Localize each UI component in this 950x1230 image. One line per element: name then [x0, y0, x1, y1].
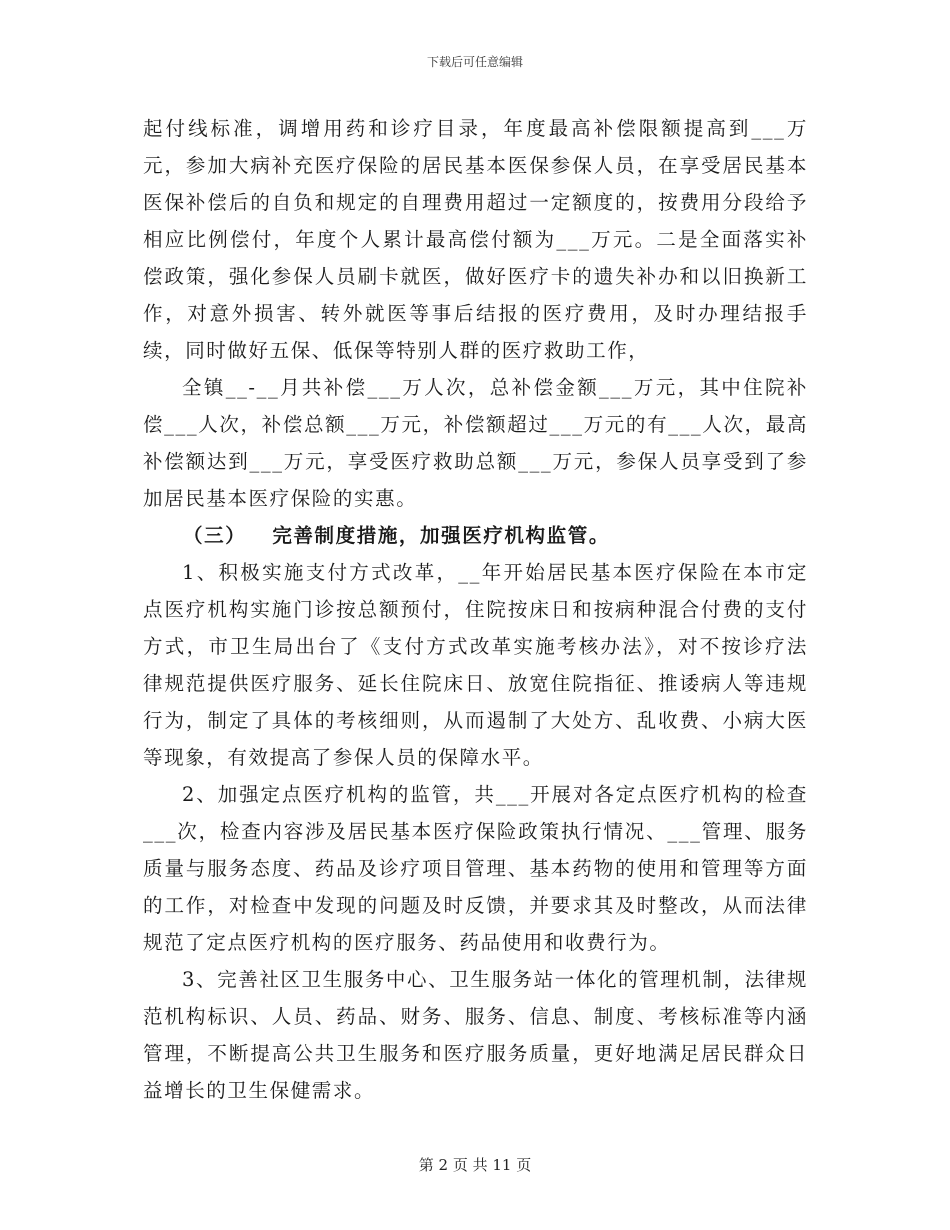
section-heading — [143, 517, 808, 554]
paragraph-5: 3、完善社区卫生服务中心、卫生服务站一体化的管理机制，法律规范机构标识、人员、药品、财务、服务、信息、制度、考核标准等内涵管理，不断提高公共卫生服务和医疗服务质量，更好地满足居民群众日益增长的卫生保健需求。 — [143, 968, 808, 1102]
paragraph-2: 全镇__-__月共补偿___万人次，总补偿金额___万元，其中住院补偿___人次，补偿总额___万元，补偿额超过___万元的有___人次，最高补偿额达到___万元，享受医疗救助总额___万元，参保人员享受到了参加居民基本医疗保险的实惠。 — [143, 376, 808, 510]
paragraph-1: 起付线标准，调增用药和诊疗目录，年度最高补偿限额提高到___万元，参加大病补充医疗保险的居民基本医保参保人员，在享受居民基本医保补偿后的自负和规定的自理费用超过一定额度的，按费用分段给予相应比例偿付，年度个人累计最高偿付额为___万元。二是全面落实补偿政策，强化参保人员刷卡就医，做好医疗卡的遗失补办和以旧换新工作，对意外损害、转外就医等事后结报的医疗费用，及时办理结报手续，同时做好五保、低保等特别人群的医疗救助工作， — [143, 117, 808, 362]
page-header: 下载后可任意编辑 — [426, 55, 523, 69]
paragraph-4: 2、加强定点医疗机构的监管，共___开展对各定点医疗机构的检查___次，检查内容涉及居民基本医疗保险政策执行情况、___管理、服务质量与服务态度、药品及诊疗项目管理、基本药物的使用和管理等方面的工作，对检查中发现的问题及时反馈，并要求其及时整改，从而法律规范了定点医疗机构的医疗服务、药品使用和收费行为。 — [143, 783, 808, 954]
page-footer: 第 2 页 共 11 页 — [418, 1156, 532, 1174]
document-body — [143, 110, 808, 1109]
section-number: （三） — [183, 524, 247, 547]
paragraph-3: 1、积极实施支付方式改革，__年开始居民基本医疗保险在本市定点医疗机构实施门诊按总额预付，住院按床日和按病种混合付费的支付方式，市卫生局出台了《支付方式改革实施考核办法》，对不按诊疗法律规范提供医疗服务、延长住院床日、放宽住院指征、推诿病人等违规行为，制定了具体的考核细则，从而遏制了大处方、乱收费、小病大医等现象，有效提高了参保人员的保障水平。 — [143, 561, 808, 769]
section-title: 完善制度措施，加强医疗机构监管。 — [272, 524, 610, 547]
